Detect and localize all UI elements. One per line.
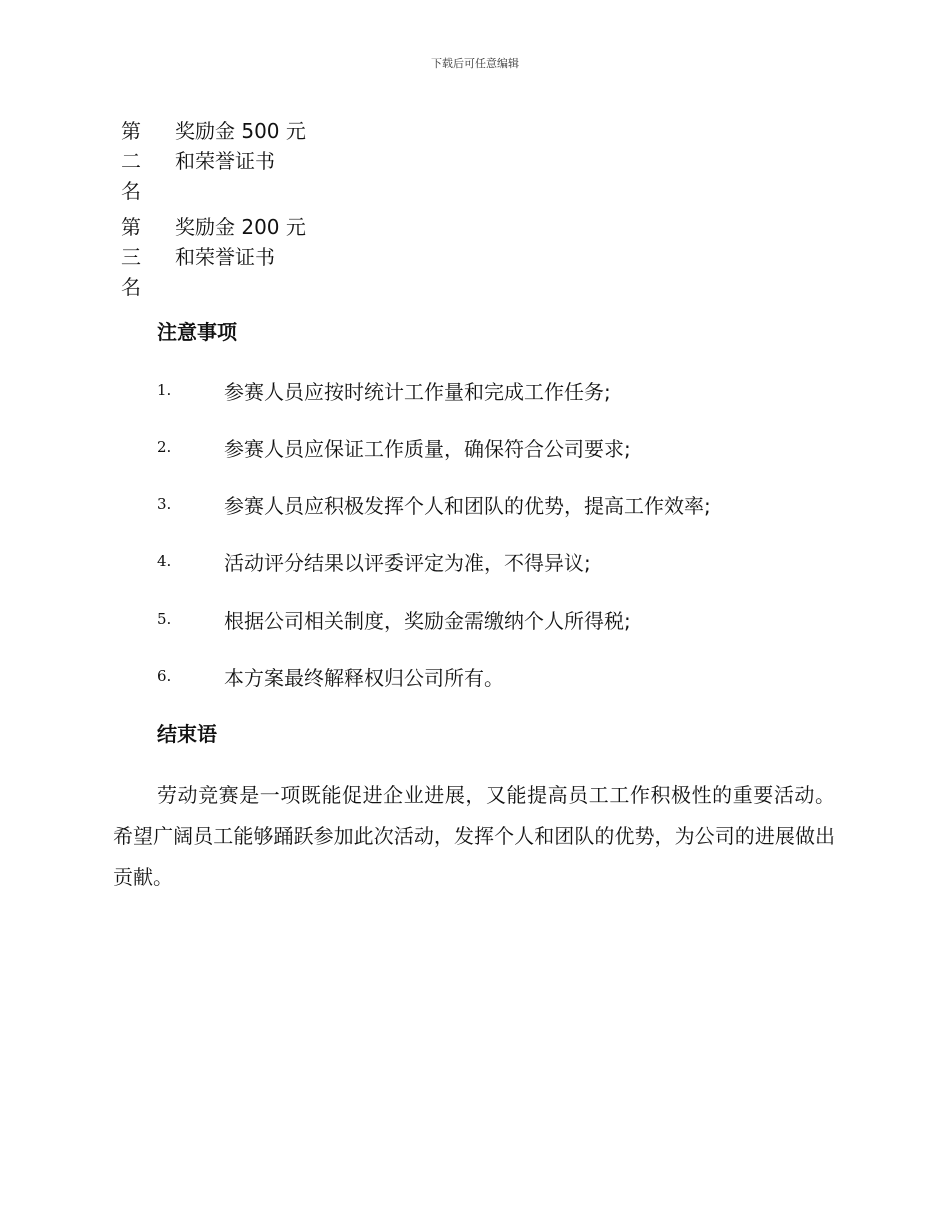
prize-rank-char: 第 [121,119,141,143]
prize-rank-char: 名 [121,179,141,203]
note-text: 参赛人员应保证工作质量，确保符合公司要求; [224,436,631,461]
prize-rank [121,212,143,302]
prize-rank-char: 名 [121,275,141,299]
prize-rank [121,116,143,206]
prize-rank-char: 第 [121,215,141,239]
note-item [157,375,611,405]
prize-row-third [121,212,335,302]
prize-certificate: 和荣誉证书 [175,245,275,269]
prize-amount: 奖励金 200 元 [175,215,306,239]
note-text: 本方案最终解释权归公司所有。 [224,665,504,690]
prize-amount: 奖励金 500 元 [175,119,306,143]
note-number: 1. [157,381,172,399]
notes-title: 注意事项 [157,320,237,344]
prize-description [175,116,335,206]
prize-description [175,212,335,302]
note-item [157,432,631,462]
prize-certificate: 和荣誉证书 [175,149,275,173]
note-text: 根据公司相关制度，奖励金需缴纳个人所得税; [224,608,631,633]
note-number: 6. [157,667,172,685]
note-number: 5. [157,610,172,628]
page-header: 下载后可任意编辑 [431,57,519,70]
note-text: 参赛人员应积极发挥个人和团队的优势，提高工作效率; [224,493,711,518]
note-number: 3. [157,495,172,513]
note-text: 参赛人员应按时统计工作量和完成工作任务; [224,379,611,404]
note-item [157,546,591,576]
prize-rank-char: 二 [121,149,141,173]
closing-title: 结束语 [157,722,217,746]
note-item [157,661,504,691]
note-text: 活动评分结果以评委评定为准，不得异议; [224,550,591,575]
note-number: 4. [157,552,172,570]
note-number: 2. [157,438,172,456]
note-item [157,604,631,634]
closing-paragraph: 劳动竞赛是一项既能促进企业进展，又能提高员工工作积极性的重要活动。希望广阔员工能够踊跃参加此次活动，发挥个人和团队的优势，为公司的进展做出贡献。 [113,783,835,889]
prize-row-second [121,116,335,206]
prize-rank-char: 三 [121,245,141,269]
note-item [157,489,711,519]
